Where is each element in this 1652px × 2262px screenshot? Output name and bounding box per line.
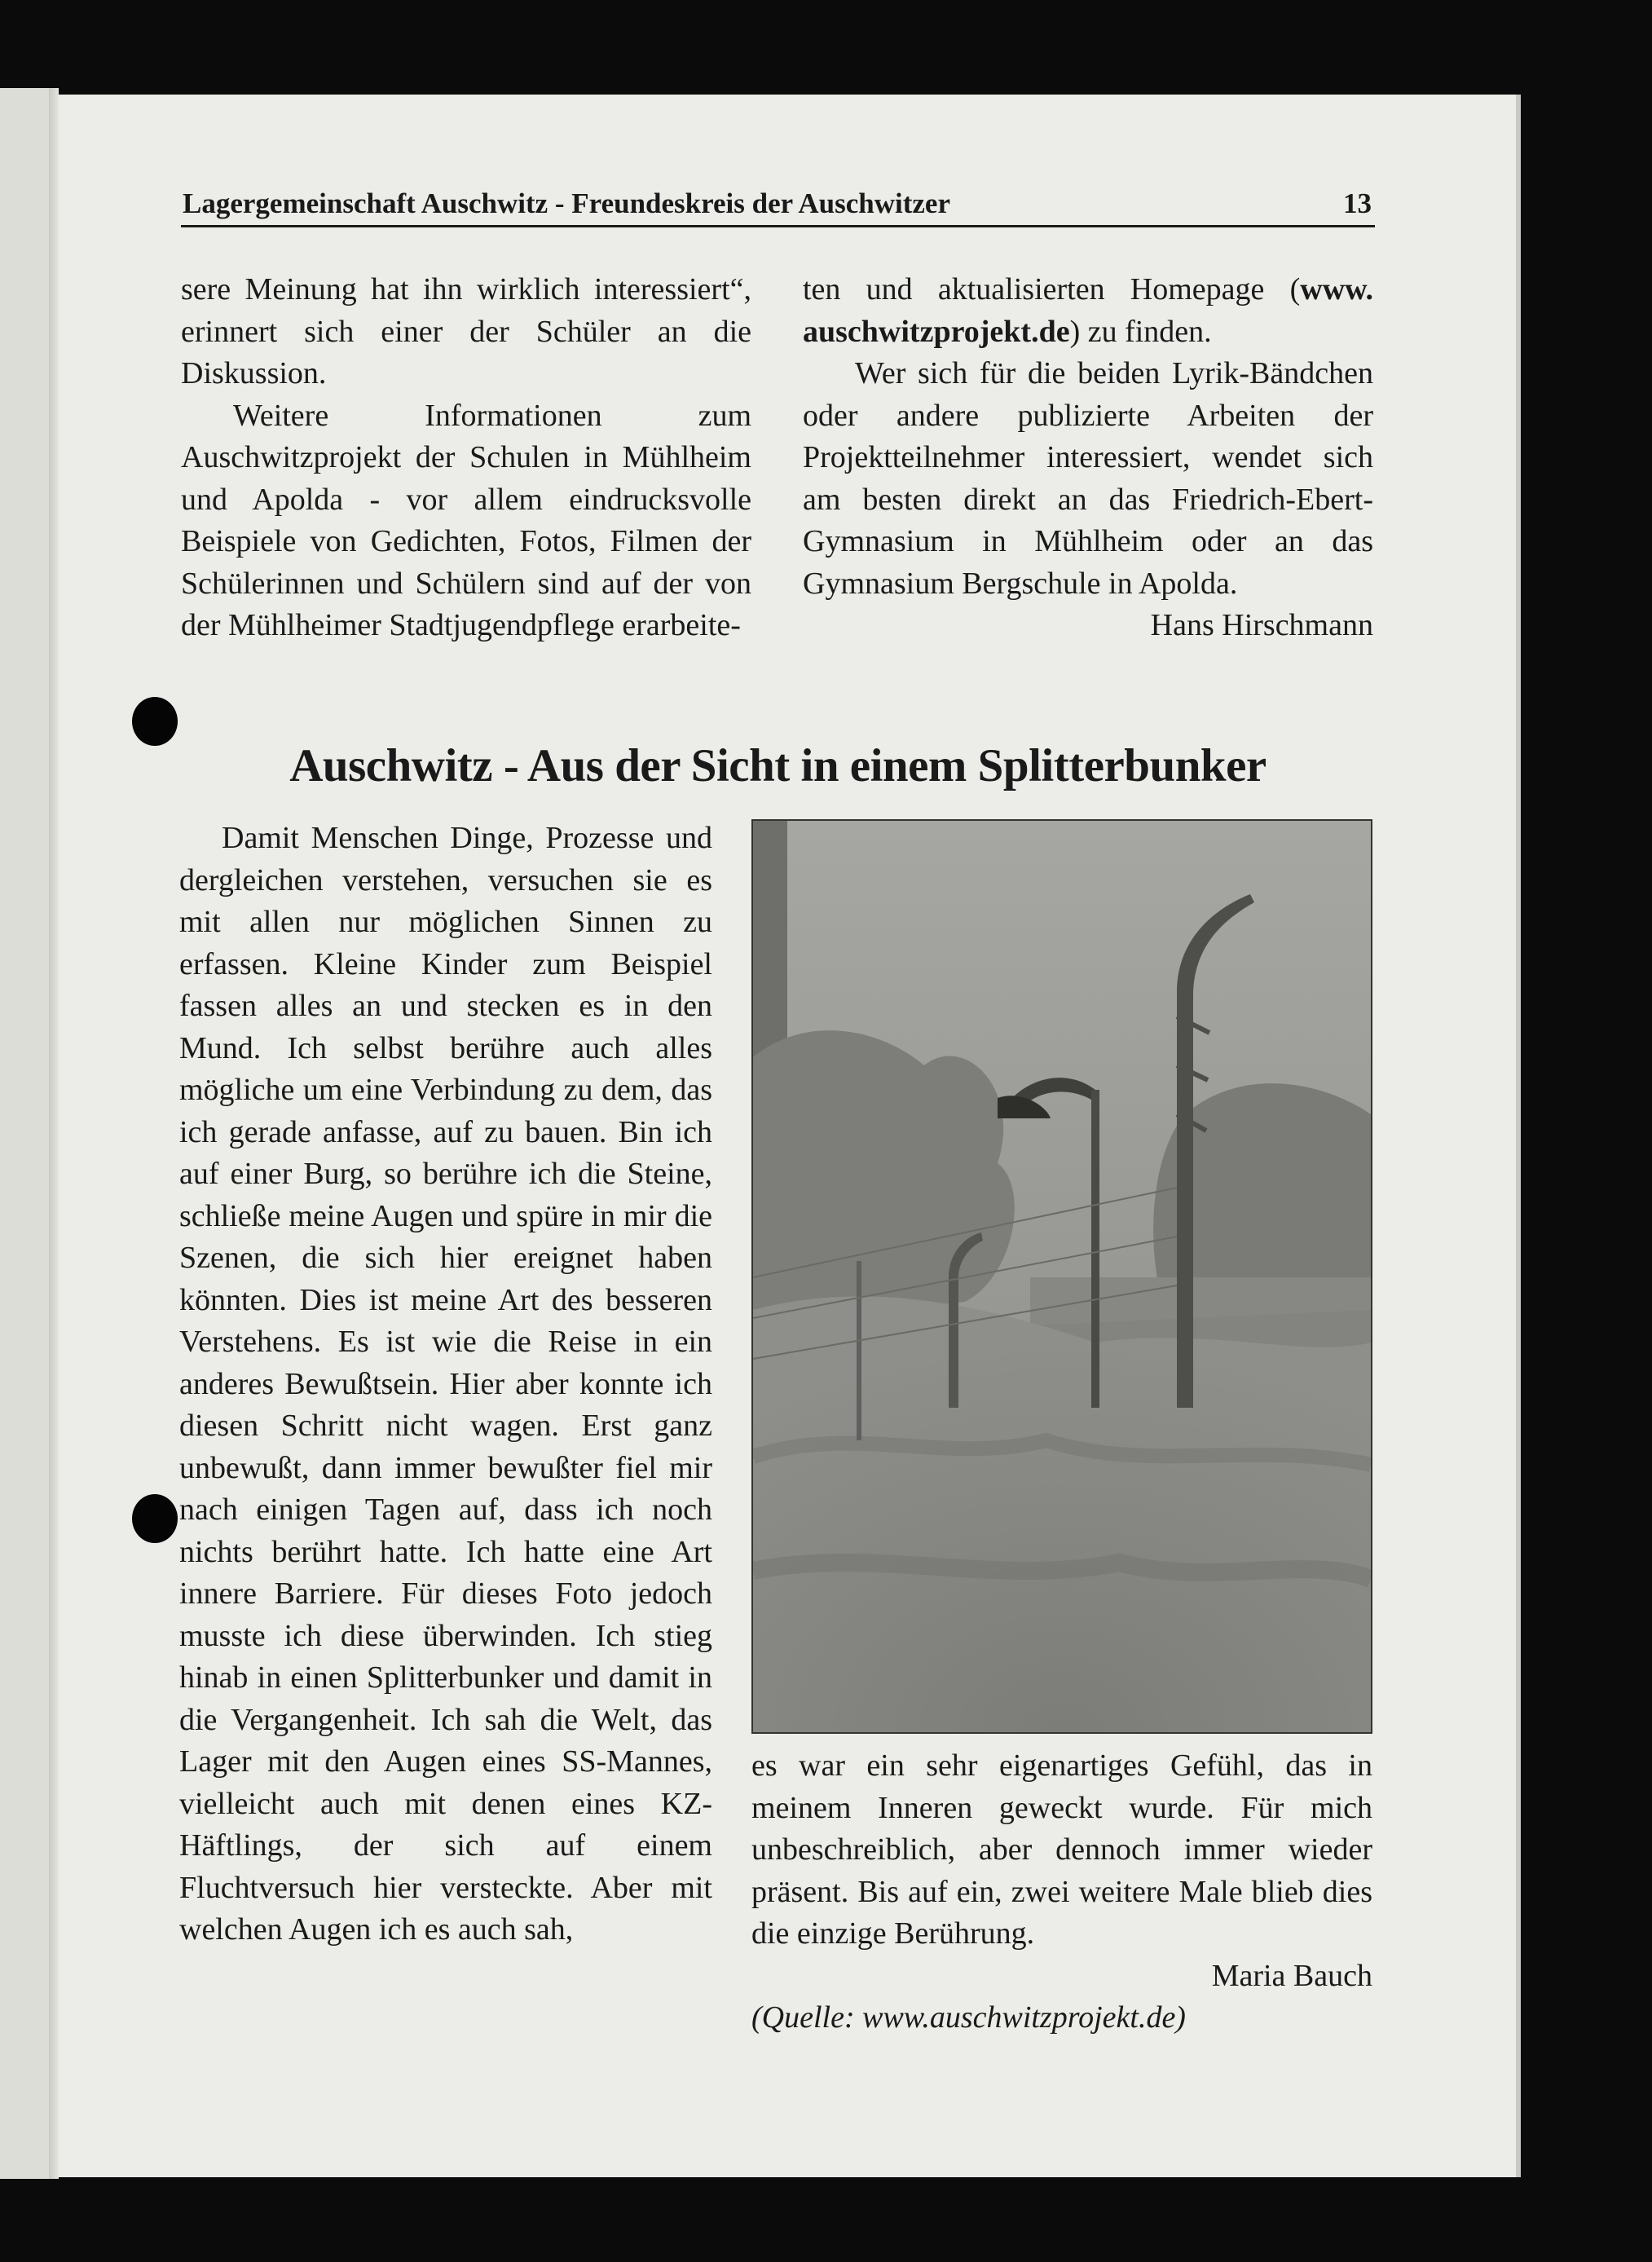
paragraph: Damit Menschen Dinge, Prozesse und dergleichen verstehen, versuchen sie es mit allen nur möglichen Sinnen zu erfassen. Kleine Kinder zum Beispiel fassen alles an und stecken es in den Mund. Ich selbst berühre auch alles mögliche um eine Verbindung zu dem, das ich gerade anfasse, auf zu bauen. Bin ich auf einer Burg, so berühre ich die Steine, schließe meine Augen und spüre in mir die Szenen, die sich hier ereignet haben könnten. Dies ist meine Art des besseren Verstehens. Es ist wie die Reise in ein anderes Bewußtsein. Hier aber konnte ich diesen Schritt nicht wagen. Erst ganz unbewußt, dann immer bewußter fiel mir nach einigen Tagen auf, dass ich noch nichts berührt hatte. Ich hatte eine Art innere Barriere. Für dieses Foto jedoch musste ich diese überwinden. Ich stieg hinab in einen Splitterbunker und damit in die Vergangenheit. Ich sah die Welt, das Lager mit den Augen eines SS-Mannes, vielleicht auch mit denen eines KZ-Häftlings, der sich auf einem Fluchtversuch hier versteckte. Aber mit welchen Augen ich es auch sah, bbox=[179, 821, 712, 1947]
paragraph: es war ein sehr eigenartiges Gefühl, das in meinem Inneren geweckt wurde. Für mich unbeschreiblich, aber dennoch immer wieder präsent. Bis auf ein, zwei weitere Male blieb dies die einzige Berührung. bbox=[751, 1748, 1372, 1951]
article-left-column bbox=[179, 818, 712, 1951]
punch-hole-bottom bbox=[132, 1494, 178, 1543]
top-right-column bbox=[803, 269, 1373, 647]
text-run: ten und aktualisierten Homepage ( bbox=[803, 272, 1301, 306]
running-header bbox=[181, 184, 1375, 227]
source-citation: (Quelle: www.auschwitzprojekt.de) bbox=[751, 2000, 1186, 2035]
paragraph: Weitere Informationen zum Auschwitzprojekt der Schulen in Mühlheim und Apolda - vor allem eindrucksvolle Beispiele von Gedichten, Fotos, Filmen der Schülerinnen und Schülern sind auf der von der Mühlheimer Stadtjugendpflege erarbeite- bbox=[181, 398, 751, 642]
punch-hole-top bbox=[132, 697, 178, 746]
author-signature: Maria Bauch bbox=[1211, 1958, 1372, 1993]
paragraph bbox=[803, 269, 1373, 353]
header-title: Lagergemeinschaft Auschwitz - Freundeskreis der Auschwitzer bbox=[183, 187, 950, 219]
page-number: 13 bbox=[1343, 187, 1372, 219]
top-left-column bbox=[181, 269, 751, 647]
homepage-url: www. auschwitzprojekt.de bbox=[803, 272, 1373, 349]
article-right-column bbox=[751, 1745, 1372, 2039]
photo-fence-scene bbox=[753, 821, 1371, 1732]
paragraph: sere Meinung hat ihn wirklich interessiert“, erinnert sich einer der Schüler an die Diskussion. bbox=[181, 272, 751, 390]
paragraph: Wer sich für die beiden Lyrik-Bändchen oder andere publizierte Arbeiten der Projektteilnehmer interessiert, wendet sich am besten direkt an das Friedrich-Ebert-Gymnasium in Mühlheim oder an das Gymnasium Bergschule in Apolda. bbox=[803, 356, 1373, 601]
text-run: ) zu finden. bbox=[1069, 314, 1212, 349]
article-title: Auschwitz - Aus der Sicht in einem Splitterbunker bbox=[289, 740, 1267, 791]
author-signature: Hans Hirschmann bbox=[1150, 608, 1373, 642]
article-photo bbox=[751, 819, 1372, 1734]
page-gutter bbox=[49, 88, 59, 2179]
page-right-edge bbox=[1516, 95, 1521, 2177]
